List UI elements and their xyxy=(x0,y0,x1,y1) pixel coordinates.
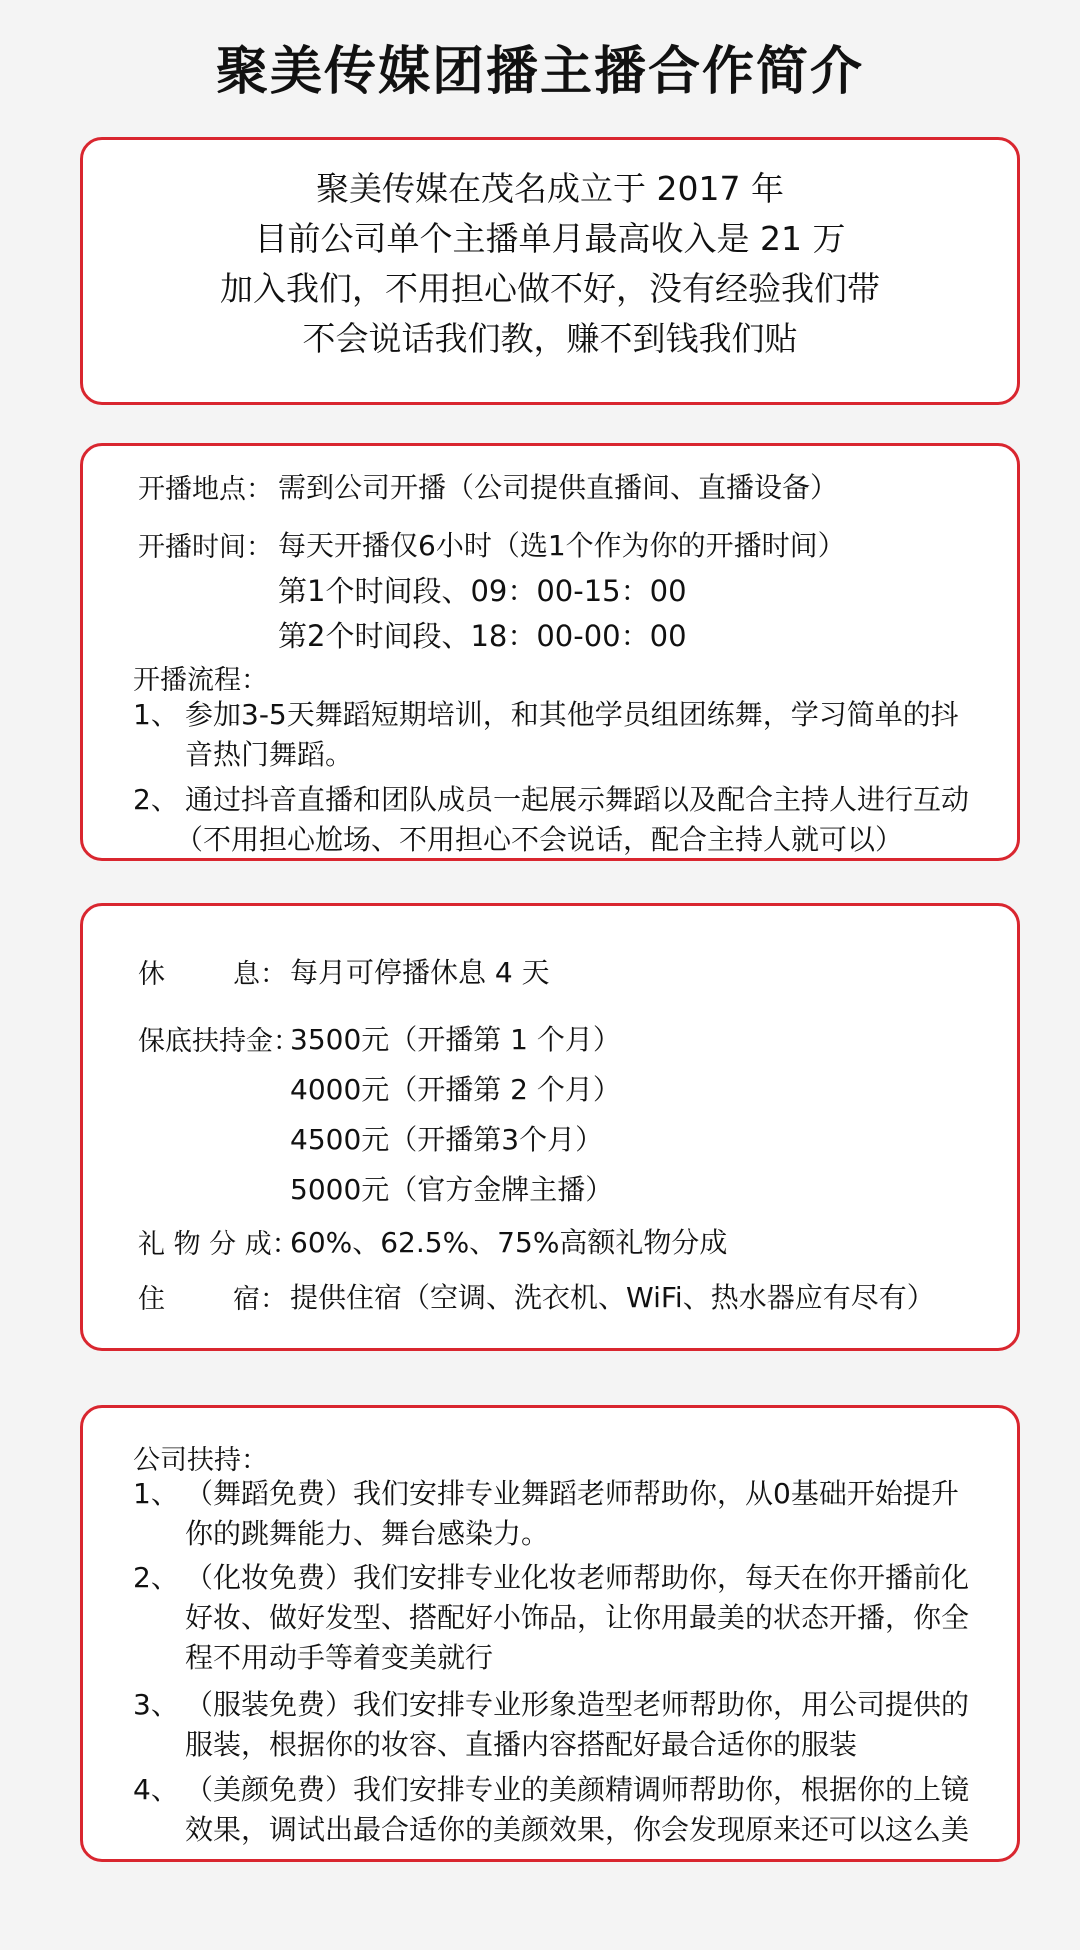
intro-line: 加入我们，不用担心做不好，没有经验我们带 xyxy=(220,269,880,308)
item-number: 1、 xyxy=(133,1477,179,1510)
salary-row: 3500元（开播第 1 个月） xyxy=(290,1023,621,1056)
item-number: 1、 xyxy=(133,698,179,731)
benefits-panel xyxy=(80,903,1020,1351)
intro-line: 目前公司单个主播单月最高收入是 21 万 xyxy=(254,219,846,258)
item-line: （美颜免费）我们安排专业的美颜精调师帮助你，根据你的上镜 xyxy=(185,1773,970,1806)
salary-label: 保底扶持金： xyxy=(138,1026,300,1057)
salary-row: 4000元（开播第 2 个月） xyxy=(290,1073,621,1106)
item-number: 2、 xyxy=(133,1561,179,1594)
salary-row: 5000元（官方金牌主播） xyxy=(290,1173,614,1206)
item-text-cont: （不用担心尬场、不用担心不会说话，配合主持人就可以） xyxy=(175,823,904,856)
item-line: 程不用动手等着变美就行 xyxy=(185,1641,494,1674)
item-text: 参加3-5天舞蹈短期培训，和其他学员组团练舞，学习简单的抖 xyxy=(185,698,959,731)
support-label: 公司扶持： xyxy=(133,1445,268,1476)
item-line: （化妆免费）我们安排专业化妆老师帮助你，每天在你开播前化 xyxy=(185,1561,970,1594)
time-label: 开播时间： xyxy=(138,532,273,563)
gift-label: 礼 物 分 成： xyxy=(138,1229,299,1260)
rest-value: 每月可停播休息 4 天 xyxy=(290,956,550,989)
item-number: 4、 xyxy=(133,1773,179,1806)
location-label: 开播地点： xyxy=(138,474,273,505)
gift-value: 60%、62.5%、75%高额礼物分成 xyxy=(290,1226,728,1259)
time-slot-1: 第1个时间段、09：00-15：00 xyxy=(278,574,687,608)
process-item xyxy=(133,780,1013,864)
item-line: （舞蹈免费）我们安排专业舞蹈老师帮助你，从0基础开始提升 xyxy=(185,1477,959,1510)
item-line: 好妆、做好发型、搭配好小饰品，让你用最美的状态开播，你全 xyxy=(185,1601,970,1634)
item-line: （服装免费）我们安排专业形象造型老师帮助你，用公司提供的 xyxy=(185,1688,970,1721)
item-text: 通过抖音直播和团队成员一起展示舞蹈以及配合主持人进行互动 xyxy=(185,783,970,816)
page-title: 聚美传媒团播主播合作简介 xyxy=(215,42,864,102)
time-value: 每天开播仅6小时（选1个作为你的开播时间） xyxy=(278,529,846,562)
intro-line: 聚美传媒在茂名成立于 2017 年 xyxy=(316,169,784,208)
item-line: 效果，调试出最合适你的美颜效果，你会发现原来还可以这么美 xyxy=(185,1813,970,1846)
item-line: 你的跳舞能力、舞台感染力。 xyxy=(185,1517,550,1550)
salary-row: 4500元（开播第3个月） xyxy=(290,1123,604,1156)
housing-label: 住 xyxy=(138,1284,165,1315)
rest-label: 休 xyxy=(138,959,165,990)
process-label: 开播流程： xyxy=(133,665,268,696)
item-text-cont: 音热门舞蹈。 xyxy=(185,738,354,771)
schedule-panel xyxy=(80,443,1020,861)
intro-panel xyxy=(80,137,1020,405)
intro-line: 不会说话我们教，赚不到钱我们贴 xyxy=(302,319,798,358)
location-value: 需到公司开播（公司提供直播间、直播设备） xyxy=(278,471,839,504)
housing-value: 提供住宿（空调、洗衣机、WiFi、热水器应有尽有） xyxy=(290,1281,935,1314)
rest-label-suffix: 息： xyxy=(233,959,287,990)
item-number: 3、 xyxy=(133,1688,179,1721)
item-line: 服装，根据你的妆容、直播内容搭配好最合适你的服装 xyxy=(185,1728,858,1761)
housing-label-suffix: 宿： xyxy=(233,1284,287,1315)
time-slot-2: 第2个时间段、18：00-00：00 xyxy=(278,619,687,653)
process-item xyxy=(133,695,993,779)
support-panel xyxy=(80,1405,1020,1862)
item-number: 2、 xyxy=(133,783,179,816)
